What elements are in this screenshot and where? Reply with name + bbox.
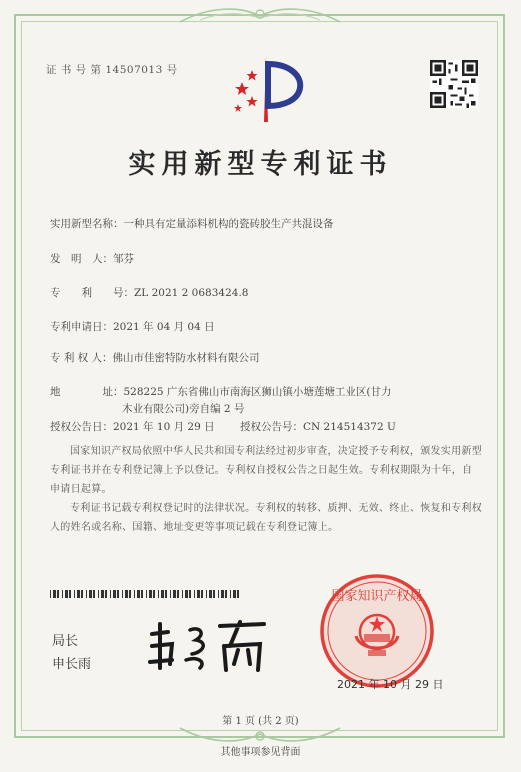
announcement-number-label: 授权公告号： xyxy=(239,421,303,433)
signatory-title: 局长 xyxy=(52,634,79,649)
address-value-line2: 木业有限公司)旁自编 2 号 xyxy=(122,403,245,415)
patentee-label: 专 利 权 人： xyxy=(50,352,113,364)
svg-text:国家知识产权局: 国家知识产权局 xyxy=(331,589,423,604)
patent-office-logo-icon xyxy=(228,54,304,124)
legal-status-paragraph: 专利证书记载专利权登记时的法律状况。专利权的转移、质押、无效、终止、恢复和专利权人的姓名或名称、国籍、地址变更等事项记载在专利登记簿上。 xyxy=(50,503,482,533)
barcode-icon xyxy=(50,590,242,598)
patentee-row xyxy=(50,350,260,365)
announcement-number-value: CN 214514372 U xyxy=(302,421,396,433)
handwritten-signature-icon xyxy=(146,616,268,674)
address-label: 地 址： xyxy=(50,386,124,398)
patent-number-label: 专 利 号： xyxy=(50,287,134,299)
address-value-line1: 528225 广东省佛山市南海区狮山镇小塘莲塘工业区(甘力 xyxy=(123,386,392,398)
patent-number-row xyxy=(50,285,248,300)
utility-model-name-row xyxy=(50,216,334,231)
grant-statement-paragraph: 国家知识产权局依照中华人民共和国专利法经过初步审查，决定授予专利权，颁发实用新型专利证书并在专利登记簿上予以登记。专利权自授权公告之日起生效。专利权期限为十年，自申请日起算。 xyxy=(50,446,482,495)
inventor-label: 发 明 人： xyxy=(50,253,113,265)
certificate-title: 实用新型专利证书 xyxy=(128,149,393,180)
utility-model-name-value: 一种具有定量添料机构的瓷砖胶生产共混设备 xyxy=(123,218,334,230)
announcement-date-value: 2021 年 10 月 29 日 xyxy=(113,421,215,433)
certificate-number: 证 书 号 第 14507013 号 xyxy=(46,64,178,76)
qr-code-icon xyxy=(430,60,478,108)
address-row xyxy=(50,384,392,399)
filing-date-row xyxy=(50,319,215,334)
patent-number-value: ZL 2021 2 0683424.8 xyxy=(134,287,249,299)
filing-date-label: 专利申请日： xyxy=(50,321,113,333)
official-seal-icon xyxy=(318,572,436,690)
top-ornament-icon xyxy=(170,4,350,26)
seal-date: 2021 年 10 月 29 日 xyxy=(337,678,444,691)
announcement-row xyxy=(50,419,396,434)
inventor-value: 邹芬 xyxy=(113,253,134,265)
announcement-date-label: 授权公告日： xyxy=(50,421,113,433)
patentee-value: 佛山市佳密特防水材料有限公司 xyxy=(112,352,260,364)
signatory-name: 申长雨 xyxy=(52,657,92,672)
filing-date-value: 2021 年 04 月 04 日 xyxy=(113,321,215,333)
page-number: 第 1 页 (共 2 页) xyxy=(222,716,299,727)
address-row-continued xyxy=(122,401,244,416)
inventor-row xyxy=(50,251,134,266)
utility-model-name-label: 实用新型名称： xyxy=(50,218,124,230)
footer-note: 其他事项参见背面 xyxy=(220,747,301,758)
